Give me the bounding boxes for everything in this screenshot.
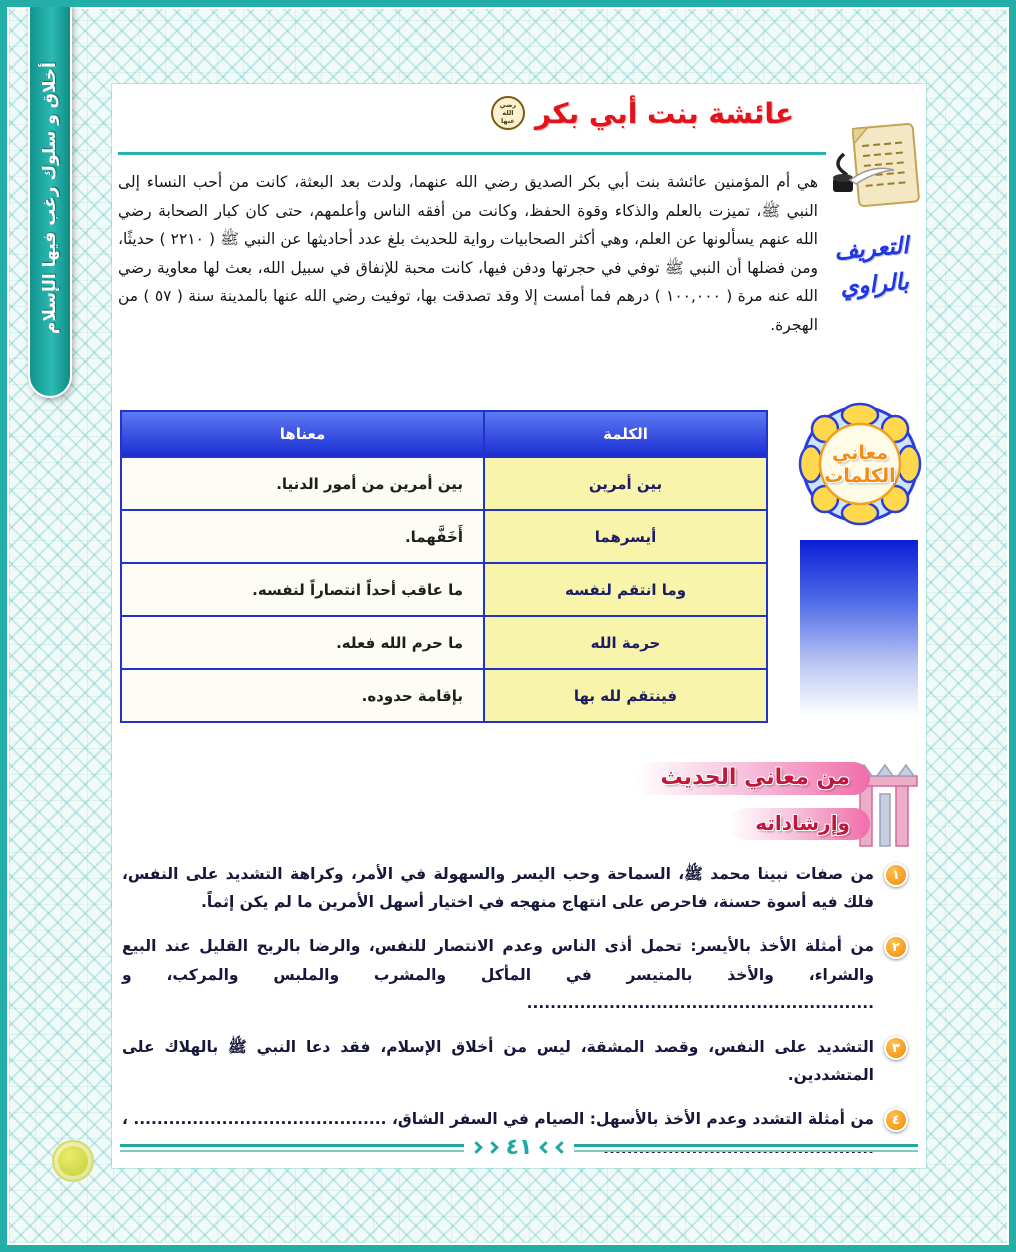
vocab-badge-line1: معاني xyxy=(832,441,888,464)
chevron-left-icon xyxy=(540,1141,553,1154)
word-cell: وما انتقم لنفسه xyxy=(484,563,767,616)
table-row xyxy=(121,457,767,510)
manuscript-icon xyxy=(828,118,922,214)
banner-line-2: وإرشاداته xyxy=(729,808,870,840)
vocabulary-table xyxy=(120,410,768,723)
word-cell: فينتقم لله بها xyxy=(484,669,767,722)
hadith-item xyxy=(122,1033,908,1089)
item-number-badge: ٣ xyxy=(884,1036,908,1060)
publisher-logo xyxy=(52,1140,94,1182)
footer-rule-right xyxy=(574,1144,918,1152)
word-cell: أيسرهما xyxy=(484,510,767,563)
footer-rule-left xyxy=(120,1144,464,1152)
word-cell: بين أمرين xyxy=(484,457,767,510)
item-number-badge: ١ xyxy=(884,863,908,887)
chevron-right-icon xyxy=(470,1141,483,1154)
table-header-meaning: معناها xyxy=(121,411,484,457)
lamp-hook-icon xyxy=(838,154,847,175)
item-text: من أمثلة التشدد وعدم الأخذ بالأسهل: الصيام في السفر الشاق، ........................................... ، .............................................. xyxy=(122,1110,874,1157)
hadith-item xyxy=(122,932,908,1017)
chapter-ribbon xyxy=(28,0,72,398)
meaning-cell: ما عاقب أحداً انتصاراً لنفسه. xyxy=(121,563,484,616)
table-row xyxy=(121,510,767,563)
hadith-meanings-banner xyxy=(628,758,918,854)
chevron-right-icon xyxy=(486,1141,499,1154)
table-header-row xyxy=(121,411,767,457)
item-number-badge: ٢ xyxy=(884,935,908,959)
page-content xyxy=(112,84,926,1168)
word-cell: حرمة الله xyxy=(484,616,767,669)
narrator-badge-line2: بالراوي xyxy=(839,268,910,301)
table-header-word: الكلمة xyxy=(484,411,767,457)
meaning-cell: أَخَفَّهما. xyxy=(121,510,484,563)
narrator-badge-line1: التعريف xyxy=(833,232,910,266)
item-text: من صفات نبينا محمد ﷺ، السماحة وحب اليسر والسهولة في الأمر، وكراهة التشديد على النفس، فلك فيه أسوة حسنة، فاحرص على انتهاج منهجه في اختيار أسهل الأمرين ما لم يكن إثماً. xyxy=(122,865,874,912)
title-divider xyxy=(118,152,826,155)
chevron-left-icon xyxy=(556,1141,569,1154)
narrator-biography: هي أم المؤمنين عائشة بنت أبي بكر الصديق رضي الله عنهما، ولدت بعد البعثة، كانت من أحب النساء إلى النبي ﷺ، تميزت بالعلم والذكاء وقوة الحفظ، وكانت من أفقه الناس وأعلمهم، حتى كان كبار الصحابة رضي الله عنهم يسألونها عن العلم، وهي أكثر الصحابيات رواية للحديث بلغ عدد أحاديثها عن النبي ﷺ ( ٢٢١٠ ) حديثًا، ومن فضلها أن النبي ﷺ توفي في حجرتها ودفن فيها، كانت محبة للإنفاق في سبيل الله، بعث لها معاوية رضي الله عنه مرة ( ١٠٠,٠٠٠ ) درهم فما أمست إلا وقد تصدقت بها، توفيت رضي الله عنها بالمدينة سنة ( ٥٧ ) من الهجرة. xyxy=(118,173,818,334)
narrator-section-badge xyxy=(817,228,929,308)
meaning-cell: بإقامة حدوده. xyxy=(121,669,484,722)
hadith-guidance-list xyxy=(122,860,908,1178)
item-text: التشديد على النفس، وقصد المشقة، ليس من أخلاق الإسلام، فقد دعا النبي ﷺ بالهلاك على المتشددين. xyxy=(122,1038,874,1085)
meaning-cell: ما حرم الله فعله. xyxy=(121,616,484,669)
page-title: عائشة بنت أبي بكر xyxy=(534,96,794,130)
item-number-badge: ٤ xyxy=(884,1108,908,1132)
chapter-ribbon-title: أخلاق و سلوك رغب فيها الإسلام xyxy=(40,62,60,334)
table-row xyxy=(121,616,767,669)
vocab-section-badge xyxy=(798,402,922,526)
lesson-title-row xyxy=(491,96,794,130)
vocab-badge-line2: الكلمات xyxy=(824,464,896,487)
footer-ornament xyxy=(472,1135,567,1160)
table-row xyxy=(121,563,767,616)
decorative-gradient xyxy=(800,540,918,716)
page-number: ٤١ xyxy=(505,1135,533,1160)
honorific-roundel: رضي الله عنها xyxy=(491,96,525,130)
page-footer xyxy=(120,1135,918,1160)
item-text: من أمثلة الأخذ بالأيسر: تحمل أذى الناس وعدم الانتصار للنفس، والرضا بالربح القليل عند البيع والشراء، والأخذ بالمتيسر في المأكل والمشرب والملبس والمركب، و ........................................................... xyxy=(122,937,874,1012)
vocab-badge-text xyxy=(798,402,922,526)
banner-line-1: من معاني الحديث xyxy=(635,762,870,795)
hadith-item xyxy=(122,860,908,916)
meaning-cell: بين أمرين من أمور الدنيا. xyxy=(121,457,484,510)
table-row xyxy=(121,669,767,722)
